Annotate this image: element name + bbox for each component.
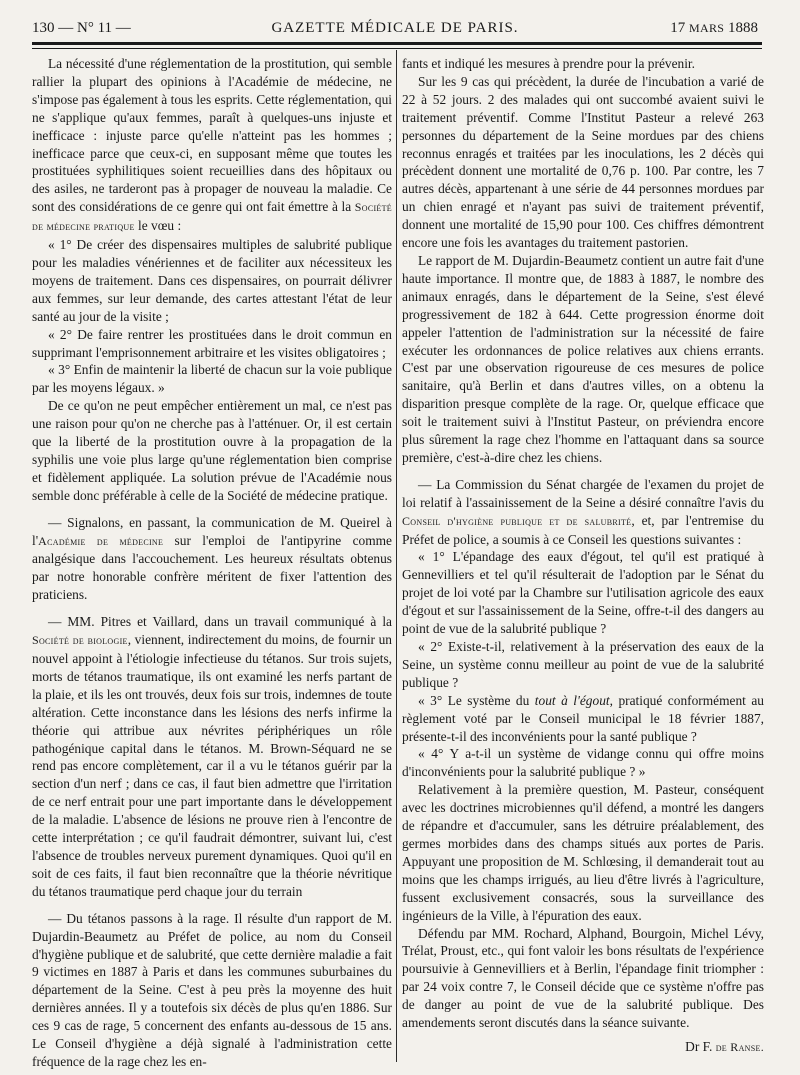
- author-signature: Dr F. de Ranse.: [685, 1038, 764, 1054]
- paragraph-wish-2: « 2° De faire rentrer les prostituées dans le droit commun en supprimant l'emprisonnement arbitraire et les visites obligatoires ;: [32, 326, 392, 360]
- header-rule-thin: [32, 48, 762, 49]
- column-divider: [396, 50, 397, 1062]
- paragraph-question-3: « 3° Le système du tout à l'égout, pratiqué conformément au règlement voté par le Conseil municipal le 18 février 1887, présente-t-il des inconvénients pour la santé publique ?: [402, 692, 764, 744]
- paragraph-incubation: Sur les 9 cas qui précèdent, la durée de l'incubation a varié de 22 à 52 jours. 2 des malades qui ont succombé avaient suivi le traitement préventif. Comme l'Institut Pasteur a relevé 263 personnes du département de la Seine mordues par des chiens reconnus enragés et traitées par les inoculations, les 2 décès qui précèdent donnent une mortalité de 0,76 p. 100. Par contre, les 7 autres décès, appartenant à une série de 44 personnes mordues par un chien enragé et n'ayant pas suivi de traitement préventif, donnent une mortalité de 15,90 pour 100. Ces chiffres démontrent encore une fois les avantages du traitement pastorien.: [402, 73, 764, 251]
- paragraph-wish-3: « 3° Enfin de maintenir la liberté de chacun sur la voie publique par les moyens légaux. »: [32, 362, 392, 396]
- paragraph-senat: — La Commission du Sénat chargée de l'examen du projet de loi relatif à l'assainissement de la Seine a désiré connaître l'avis du Conseil d'hygiène publique et de salubrité, et, par l'entremise du Préfet de police, a soumis à ce Conseil les questions suivantes :: [402, 476, 764, 547]
- paragraph-defense: Défendu par MM. Rochard, Alphand, Bourgoin, Michel Lévy, Trélat, Proust, etc., qui font valoir les bons résultats de l'expérience poursuivie à Gennevilliers et à Berlin, l'épandage finit triompher : par 24 voix contre 7, le Conseil décide que ce système n'offre pas de danger au point de vue de la salubrité publique. Des amendements seront discutés dans la séance suivante.: [402, 925, 764, 1031]
- page-number-issue: 130 — N° 11 —: [32, 20, 131, 36]
- issue-date: 17 MARS 1888: [670, 20, 758, 36]
- right-column: [402, 55, 764, 1057]
- paragraph-question-2: « 2° Existe-t-il, relativement à la préservation des eaux de la Seine, un système connu meilleur au point de vue de la salubrité publique ?: [402, 639, 764, 690]
- paragraph-rapport: Le rapport de M. Dujardin-Beaumetz contient un autre fait d'une haute importance. Il montre que, de 1883 à 1887, le nombre des animaux enragés, dans le département de la Seine, s'est élevé progressivement de 182 à 644. Cette progression énorme doit appeler l'attention de l'administration sur la nécessité de faire exécuter les ordonnances de police relatives aux chiens errants. C'est par une observation rigoureuse de ces mesures de police sanitaire, qu'à Berlin et dans d'autres villes, on a obtenu la disparition presque complète de la rage. Or, quelque efficace que soit le traitement suivi à l'Institut Pasteur, on préviendra encore plus sûrement la rage chez l'homme en l'attaquant dans sa source première, c'est-à-dire chez les chiens.: [402, 252, 764, 465]
- left-column: [32, 55, 392, 1071]
- paragraph-continuation: fants et indiqué les mesures à prendre pour la prévenir.: [402, 56, 696, 71]
- journal-title: GAZETTE MÉDICALE DE PARIS.: [271, 20, 519, 36]
- paragraph-question-4: « 4° Y a-t-il un système de vidange connu qui offre moins d'inconvénients pour la salubrité publique ? »: [402, 746, 764, 780]
- paragraph-wish-1: « 1° De créer des dispensaires multiples de salubrité publique pour les maladies vénériennes et de faciliter aux nécessiteux les moyens de traitement. Dans ces dispensaires, on pourrait délivrer aux femmes, sur leur demande, des cartes attestant l'état de leur santé au jour de la visite ;: [32, 237, 392, 324]
- paragraph-rage: — Du tétanos passons à la rage. Il résulte d'un rapport de M. Dujardin-Beaumetz au Préfet de police, au nom du Conseil d'hygiène publique et de salubrité, que cette dernière maladie a fait 9 victimes en 1887 à Paris et dans les communes suburbaines du département de la Seine. C'est à peu près la moyenne des huit dernières années. Il y a toutefois six décès de plus qu'en 1886. Sur ces 9 cas de rage, 5 concernent des enfants au-dessous de 15 ans. Le Conseil d'hygiène a déjà signalé à l'administration cette fréquence de la rage chez les en-: [32, 910, 392, 1069]
- paragraph-prostitution: La nécessité d'une réglementation de la prostitution, qui semble rallier la plupart des opinions à l'Académie de médecine, ne s'impose pas également à tous les esprits. Cette réglementation, qui ne s'applique qu'aux femmes, paraît à quelques-uns injuste et inefficace : injuste parce qu'elle n'atteint pas les hommes ; inefficace parce que ceux-ci, en supposant même que toutes les prostituées syphilitiques soient recueillies dans des hôpitaux ou des asiles, ne tarderont pas à propager de nouveau la maladie. Ce sont des considérations de ce genre qui ont fait émettre à la Société de médecine pratique le vœu :: [32, 56, 392, 234]
- paragraph-question-1: « 1° L'épandage des eaux d'égout, tel qu'il est pratiqué à Gennevilliers et tel qu'il résulterait de l'adoption par le Sénat du projet de loi voté par la Chambre sur l'utilisation agricole des eaux d'égout et sur l'assainissement de la Seine, offre-t-il des dangers au point de vue de la salubrité publique ?: [402, 549, 764, 637]
- paragraph-pasteur: Relativement à la première question, M. Pasteur, conséquent avec les doctrines microbiennes qu'il défend, a montré les dangers de répandre et d'accumuler, sans les détruire préalablement, des germes morbides dans des champs situés aux portes de Paris. Appuyant une proposition de M. Schlœsing, il demanderait tout au moins que les champs irrigués, au lieu d'être livrés à l'agriculture, fussent exclusivement consacrés, sous la surveillance des ingénieurs de la Ville, à l'épuration des eaux.: [402, 782, 764, 923]
- paragraph-conclusion: De ce qu'on ne peut empêcher entièrement un mal, ce n'est pas une raison pour qu'on ne cherche pas à l'atténuer. Or, il est certain que la liberté de la prostitution ouvre à la propagation de la syphilis une voie plus large qu'une réglementation bien comprise et fidèlement appliquée. La solution prévue de l'Académie nous semble donc préférable à celle de la Société de médecine pratique.: [32, 398, 392, 503]
- paragraph-tetanos: — MM. Pitres et Vaillard, dans un travail communiqué à la Société de biologie, viennent, indirectement du moins, de fournir un nouvel appoint à l'étiologie infectieuse du tétanos. Sur trois sujets, morts de tétanos traumatique, ils ont examiné les nerfs partant de la plaie, et ils les ont trouvés, deux fois sur trois, indemnes de toute altération. Cette inconstance dans les lésions des nerfs infirme la théorie qui attribue aux névrites périphériques un rôle pathogénique capital dans le tétanos. M. Brown-Séquard ne se rend pas encore complètement, car il a vu le tétanos guérir par la section d'un nerf ; dans ce cas, il faut bien admettre que l'irritation de ce nerf entrait pour une part importante dans le développement de la maladie. L'absence de lésions ne prouve rien à l'encontre de cette interprétation ; ce qu'il faudrait démontrer, suivant lui, c'est l'absence de troubles nerveux purement dynamiques. Quoi qu'il en soit de ces faits, il faut bien reconnaître que la théorie névritique du tétanos traumatique perd chaque jour du terrain: [32, 614, 392, 899]
- page-header: [32, 14, 758, 42]
- header-rule-thick: [32, 42, 762, 45]
- paragraph-antipyrine: — Signalons, en passant, la communication de M. Queirel à l'Académie de médecine sur l'emploi de l'antipyrine comme analgésique dans l'accouchement. Les heureux résultats obtenus par notre honorable confrère méritent de fixer l'attention des praticiens.: [32, 514, 392, 603]
